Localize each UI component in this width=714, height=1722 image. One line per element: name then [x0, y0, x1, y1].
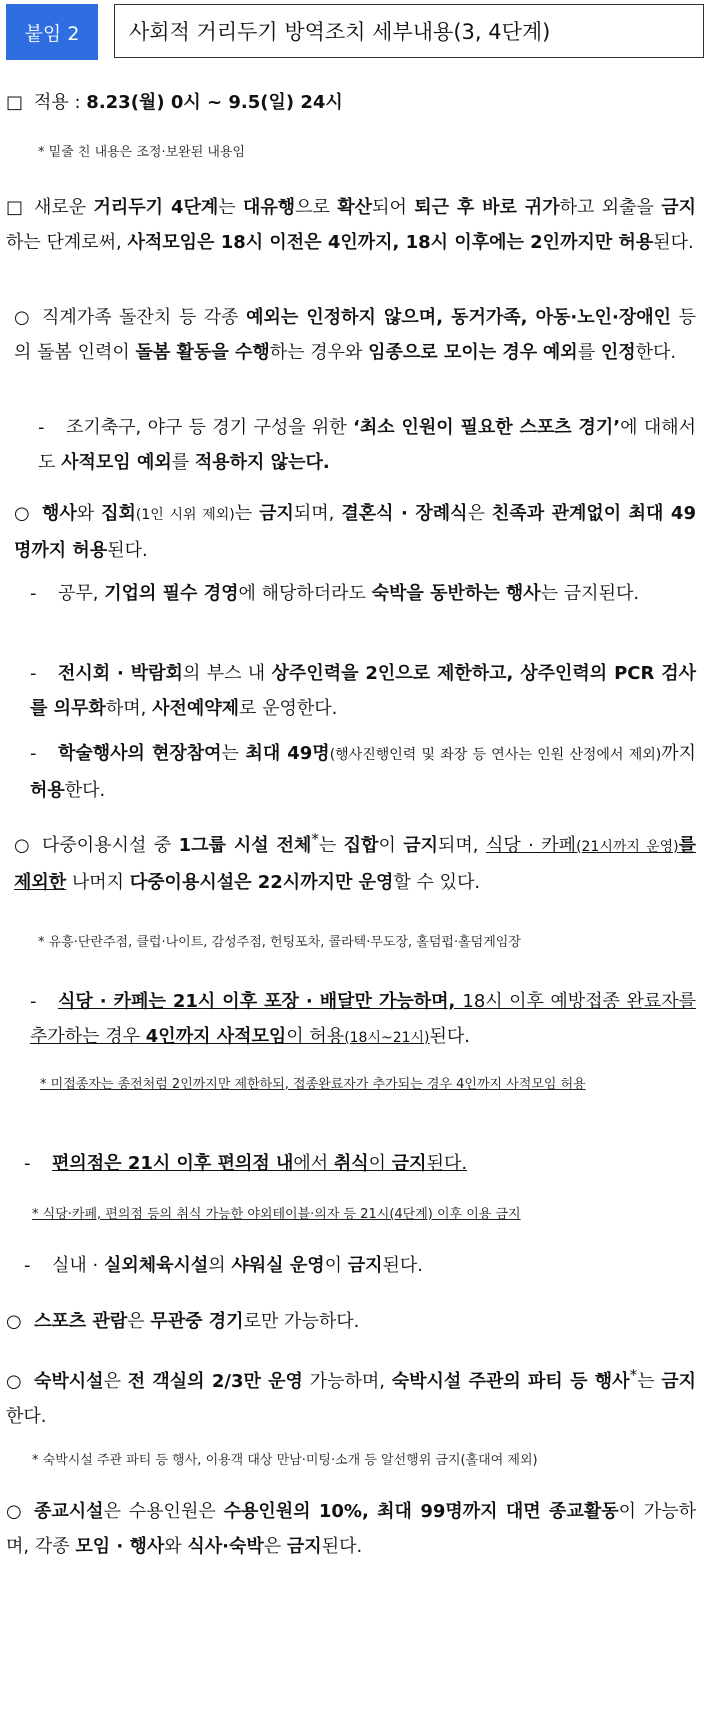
- note-vaccinated: * 미접종자는 종전처럼 2인까지만 제한하되, 접종완료자가 추가되는 경우 4인까지 사적모임 허용: [40, 1077, 586, 1092]
- section-4th-stage: □ 새로운 거리두기 4단계는 대유행으로 확산되어 퇴근 후 바로 귀가하고 외출을 금지하는 단계로써, 사적모임은 18시 이전은 4인까지, 18시 이후에는 2인까지만 허용된다.: [6, 190, 696, 260]
- note-group1-facilities: * 유흥·단란주점, 클럽·나이트, 감성주점, 헌팅포차, 콜라텍·무도장, 홀덤펍·홀덤게임장: [38, 935, 521, 950]
- note-lodging: * 숙박시설 주관 파티 등 행사, 이용객 대상 만남·미팅·소개 등 알선행위 금지(홀대여 제외): [32, 1453, 538, 1468]
- note-outdoor-tables: * 식당·카페, 편의점 등의 취식 가능한 야외테이블·의자 등 21시(4단계) 이후 이용 금지: [32, 1207, 521, 1222]
- dash-bullet: -: [38, 417, 45, 438]
- dash-bullet: -: [30, 743, 37, 764]
- section-religious-facilities: ○ 종교시설은 수용인원은 수용인원의 10%, 최대 99명까지 대면 종교활동이 가능하며, 각종 모임 · 행사와 식사·숙박은 금지된다.: [6, 1494, 696, 1564]
- section-convenience-store: - 편의점은 21시 이후 편의점 내에서 취식이 금지된다.: [24, 1146, 696, 1181]
- circle-bullet-icon: ○: [6, 1501, 22, 1522]
- attachment-badge: 붙임 2: [6, 4, 98, 60]
- section-multiuse-facilities: ○ 다중이용시설 중 1그룹 시설 전체*는 집합이 금지되며, 식당 · 카페(21시까지 운영)를 제외한 나머지 다중이용시설은 22시까지만 운영할 수 있다.: [14, 830, 696, 893]
- circle-bullet-icon: ○: [14, 503, 30, 524]
- section-sports-exception: - 조기축구, 야구 등 경기 구성을 위한 ‘최소 인원이 필요한 스포츠 경기’에 대해서도 사적모임 예외를 적용하지 않는다.: [38, 410, 696, 480]
- apply-period-line: □ 적용 : 8.23(월) 0시 ~ 9.5(일) 24시: [6, 85, 696, 120]
- document-header: [6, 4, 706, 60]
- dash-bullet: -: [30, 663, 37, 684]
- square-bullet-icon: □: [6, 197, 24, 218]
- dash-bullet: -: [24, 1153, 31, 1174]
- section-sports-facilities: - 실내 · 실외체육시설의 샤워실 운영이 금지된다.: [24, 1248, 696, 1283]
- dash-bullet: -: [30, 991, 37, 1012]
- circle-bullet-icon: ○: [14, 307, 30, 328]
- dash-bullet: -: [24, 1255, 31, 1276]
- circle-bullet-icon: ○: [6, 1371, 22, 1392]
- circle-bullet-icon: ○: [6, 1311, 22, 1332]
- section-lodging: ○ 숙박시설은 전 객실의 2/3만 운영 가능하며, 숙박시설 주관의 파티 등 행사*는 금지한다.: [6, 1366, 696, 1427]
- circle-bullet-icon: ○: [14, 835, 30, 856]
- section-events: ○ 행사와 집회(1인 시위 제외)는 금지되며, 결혼식 · 장례식은 친족과 관계없이 최대 49명까지 허용된다.: [14, 496, 696, 568]
- section-exceptions: ○ 직계가족 돌잔치 등 각종 예외는 인정하지 않으며, 동거가족, 아동·노인·장애인 등의 돌봄 인력이 돌봄 활동을 수행하는 경우와 임종으로 모이는 경우 예외를 인정한다.: [14, 300, 696, 370]
- section-sports-viewing: ○ 스포츠 관람은 무관중 경기로만 가능하다.: [6, 1304, 696, 1339]
- document-title: 사회적 거리두기 방역조치 세부내용(3, 4단계): [114, 4, 704, 58]
- section-academic-events: - 학술행사의 현장참여는 최대 49명(행사진행인력 및 좌장 등 연사는 인원 산정에서 제외)까지 허용한다.: [30, 736, 696, 808]
- note-changed: * 밑줄 친 내용은 조정·보완된 내용임: [38, 145, 246, 160]
- section-exhibitions: - 전시회 · 박람회의 부스 내 상주인력을 2인으로 제한하고, 상주인력의 PCR 검사를 의무화하며, 사전예약제로 운영한다.: [30, 656, 696, 726]
- square-bullet-icon: □: [6, 92, 24, 113]
- section-business-events: - 공무, 기업의 필수 경영에 해당하더라도 숙박을 동반하는 행사는 금지된다.: [30, 576, 696, 611]
- section-restaurants-cafes: - 식당 · 카페는 21시 이후 포장 · 배달만 가능하며, 18시 이후 예방접종 완료자를 추가하는 경우 4인까지 사적모임이 허용(18시~21시)된다.: [30, 984, 696, 1056]
- dash-bullet: -: [30, 583, 37, 604]
